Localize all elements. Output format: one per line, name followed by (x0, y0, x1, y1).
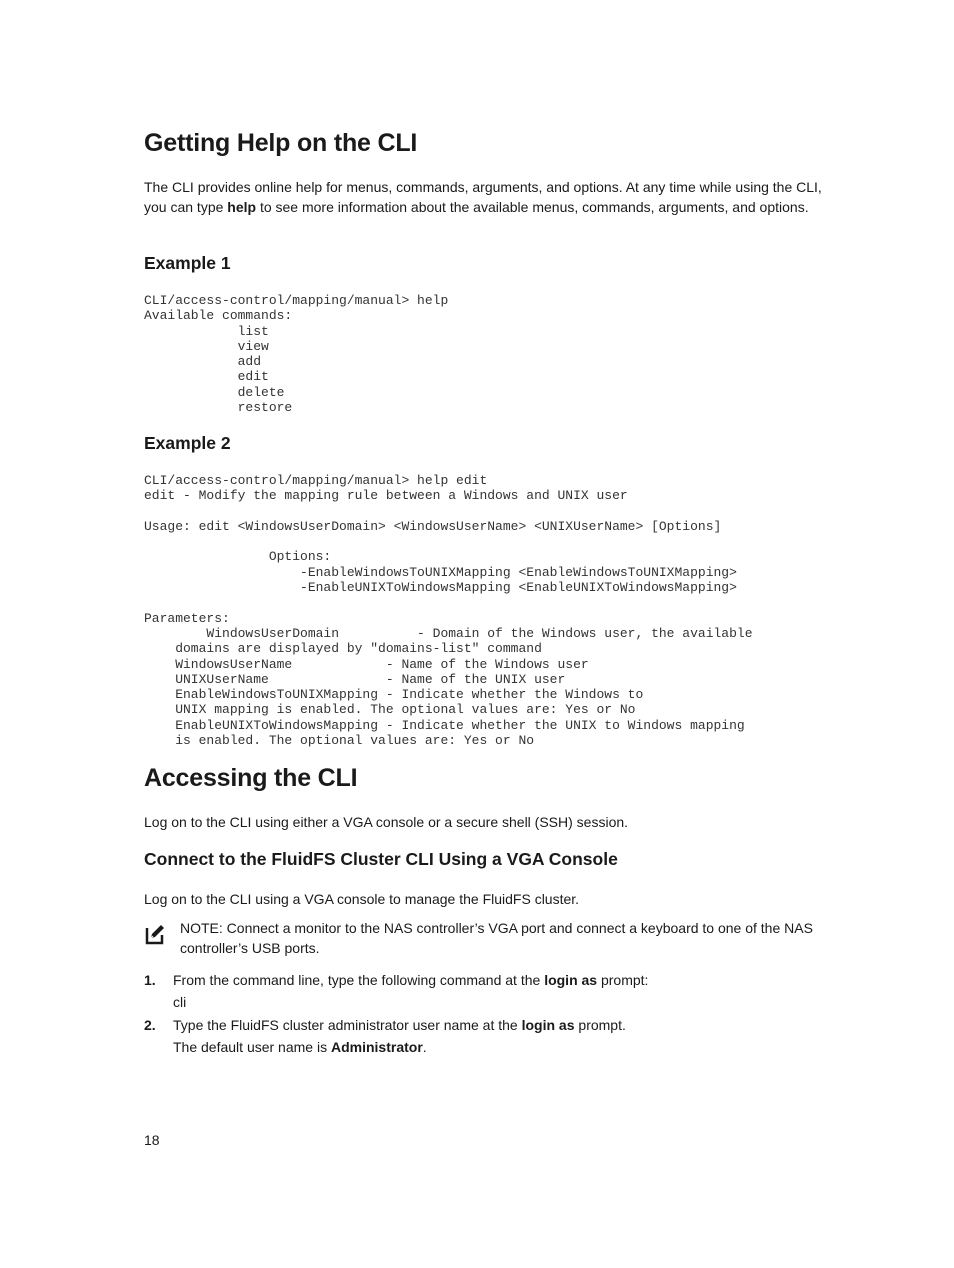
note-text (180, 918, 840, 958)
section-title-accessing-cli: Accessing the CLI (144, 764, 358, 792)
step-1 (144, 970, 836, 1012)
intro-help-keyword: help (227, 199, 257, 215)
page-number: 18 (144, 1132, 160, 1148)
example2-code-block: CLI/access-control/mapping/manual> help edit edit - Modify the mapping rule between a Windows and UNIX user Usage: edit <WindowsUserDomain> <WindowsUserName> <UNIXUserName> [Options] Options: -EnableWindowsToUNIXMapping <EnableWindowsToUNIXMapping> -EnableUNIXToWindowsMapping <EnableUNIXToWindowsMapping> Parameters: WindowsUserDomain - Domain of the Windows user, the available domains are displayed by "domains-list" command WindowsUserName - Name of the Windows user UNIXUserName - Name of the UNIX user EnableWindowsToUNIXMapping - Indicate whether the Windows to UNIX mapping is enabled. The optional values are: Yes or No EnableUNIXToWindowsMapping - Indicate whether the UNIX to Windows mapping is enabled. The optional values are: Yes or No (144, 473, 753, 749)
step-1-number: 1. (144, 972, 156, 988)
note-label: NOTE: (180, 920, 223, 936)
step-2-sub-after: . (422, 1039, 427, 1055)
note-body: Connect a monitor to the NAS controller’s VGA port and connect a keyboard to one of the NAS controller’s USB ports. (180, 920, 813, 956)
section-title-getting-help: Getting Help on the CLI (144, 129, 418, 157)
example1-code-block: CLI/access-control/mapping/manual> help Available commands: list view add edit delete restore (144, 293, 449, 416)
step-1-login-as: login as (544, 972, 598, 988)
vga-console-intro: Log on to the CLI using a VGA console to manage the FluidFS cluster. (144, 891, 580, 907)
pencil-note-icon (144, 923, 166, 945)
step-2-administrator: Administrator (330, 1039, 423, 1055)
subsection-title-vga-console: Connect to the FluidFS Cluster CLI Using a VGA Console (144, 849, 618, 869)
step-2-text (173, 1015, 836, 1035)
step-1-text (173, 970, 836, 990)
step-1-text-before: From the command line, type the following command at the (173, 972, 545, 988)
example2-heading: Example 2 (144, 433, 231, 453)
steps-list (144, 970, 836, 1057)
intro-text-before: The CLI provides online help for menus, commands, arguments, and options. At any time while using the CLI, you can type (144, 179, 822, 215)
step-2-default-user (173, 1037, 836, 1057)
step-2-text-before: Type the FluidFS cluster administrator user name at the (173, 1017, 522, 1033)
step-1-command: cli (173, 994, 187, 1010)
step-2-text-after: prompt. (574, 1017, 626, 1033)
accessing-cli-intro: Log on to the CLI using either a VGA console or a secure shell (SSH) session. (144, 814, 629, 830)
step-1-text-after: prompt: (597, 972, 649, 988)
step-2-sub-before: The default user name is (173, 1039, 331, 1055)
getting-help-intro (144, 177, 836, 217)
intro-text-after: to see more information about the available menus, commands, arguments, and options. (256, 199, 809, 215)
step-2-login-as: login as (521, 1017, 575, 1033)
step-2-number: 2. (144, 1017, 156, 1033)
step-2 (144, 1015, 836, 1057)
example1-heading: Example 1 (144, 253, 231, 273)
